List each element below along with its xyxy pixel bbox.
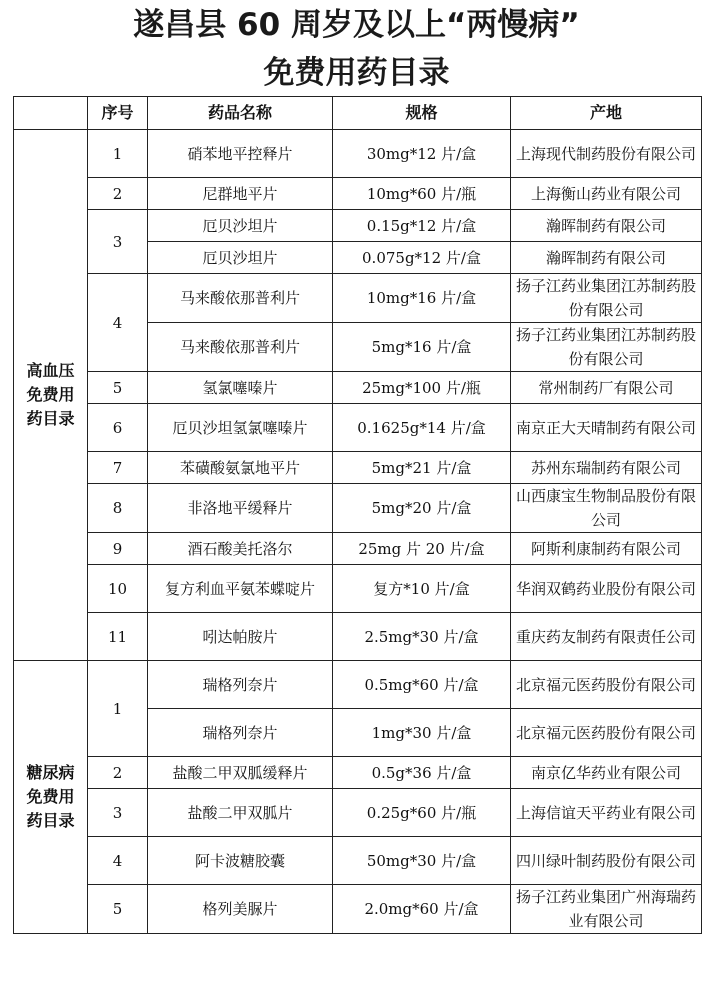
- table-row: [14, 210, 702, 242]
- table-row: [14, 613, 702, 661]
- specification-cell: 复方*10 片/盒: [333, 565, 511, 613]
- manufacturer-cell: 南京正大天晴制药有限公司: [511, 404, 702, 452]
- specification-cell: 0.5g*36 片/盒: [333, 757, 511, 789]
- drug-catalog-table: [13, 96, 702, 934]
- drug-name-cell: 瑞格列奈片: [148, 709, 333, 757]
- manufacturer-cell: 瀚晖制药有限公司: [511, 242, 702, 274]
- manufacturer-cell: 北京福元医药股份有限公司: [511, 661, 702, 709]
- manufacturer-cell: 重庆药友制药有限责任公司: [511, 613, 702, 661]
- specification-cell: 5mg*20 片/盒: [333, 484, 511, 533]
- specification-cell: 50mg*30 片/盒: [333, 837, 511, 885]
- category-column-header: [14, 97, 88, 130]
- serial-number-column-header: 序号: [88, 97, 148, 130]
- serial-number-cell: 4: [88, 837, 148, 885]
- manufacturer-cell: 扬子江药业集团江苏制药股份有限公司: [511, 274, 702, 323]
- manufacturer-cell: 华润双鹤药业股份有限公司: [511, 565, 702, 613]
- serial-number-cell: 4: [88, 274, 148, 372]
- table-row: [14, 837, 702, 885]
- manufacturer-cell: 山西康宝生物制品股份有限公司: [511, 484, 702, 533]
- serial-number-cell: 10: [88, 565, 148, 613]
- table-row: [14, 484, 702, 533]
- drug-name-cell: 苯磺酸氨氯地平片: [148, 452, 333, 484]
- table-row: [14, 565, 702, 613]
- table-row: [14, 789, 702, 837]
- drug-name-cell: 马来酸依那普利片: [148, 323, 333, 372]
- specification-cell: 0.5mg*60 片/盒: [333, 661, 511, 709]
- drug-name-cell: 格列美脲片: [148, 885, 333, 934]
- specification-cell: 0.25g*60 片/瓶: [333, 789, 511, 837]
- serial-number-cell: 2: [88, 178, 148, 210]
- manufacturer-cell: 上海现代制药股份有限公司: [511, 130, 702, 178]
- serial-number-cell: 9: [88, 533, 148, 565]
- drug-name-cell: 盐酸二甲双胍缓释片: [148, 757, 333, 789]
- specification-cell: 2.5mg*30 片/盒: [333, 613, 511, 661]
- drug-name-cell: 吲达帕胺片: [148, 613, 333, 661]
- specification-cell: 5mg*21 片/盒: [333, 452, 511, 484]
- serial-number-cell: 1: [88, 661, 148, 757]
- drug-name-cell: 瑞格列奈片: [148, 661, 333, 709]
- serial-number-cell: 6: [88, 404, 148, 452]
- drug-name-cell: 酒石酸美托洛尔: [148, 533, 333, 565]
- serial-number-cell: 7: [88, 452, 148, 484]
- specification-cell: 0.075g*12 片/盒: [333, 242, 511, 274]
- serial-number-cell: 3: [88, 210, 148, 274]
- specification-cell: 30mg*12 片/盒: [333, 130, 511, 178]
- category-name-cell: 高血压免费用药目录: [14, 130, 88, 661]
- drug-name-cell: 厄贝沙坦氢氯噻嗪片: [148, 404, 333, 452]
- table-row: [14, 274, 702, 323]
- table-row: [14, 372, 702, 404]
- drug-name-cell: 马来酸依那普利片: [148, 274, 333, 323]
- category-name-cell: 糖尿病免费用药目录: [14, 661, 88, 934]
- drug-name-cell: 阿卡波糖胶囊: [148, 837, 333, 885]
- specification-cell: 2.0mg*60 片/盒: [333, 885, 511, 934]
- drug-name-cell: 硝苯地平控释片: [148, 130, 333, 178]
- drug-name-cell: 非洛地平缓释片: [148, 484, 333, 533]
- table-row: [14, 533, 702, 565]
- drug-name-cell: 氢氯噻嗪片: [148, 372, 333, 404]
- table-row: [14, 452, 702, 484]
- table-row: [14, 757, 702, 789]
- specification-cell: 5mg*16 片/盒: [333, 323, 511, 372]
- drug-name-cell: 厄贝沙坦片: [148, 242, 333, 274]
- manufacturer-cell: 四川绿叶制药股份有限公司: [511, 837, 702, 885]
- drug-name-cell: 复方利血平氨苯蝶啶片: [148, 565, 333, 613]
- page-title-line-1: 遂昌县 60 周岁及以上“两慢病”: [133, 7, 580, 43]
- specification-cell: 1mg*30 片/盒: [333, 709, 511, 757]
- serial-number-cell: 8: [88, 484, 148, 533]
- manufacturer-cell: 上海信谊天平药业有限公司: [511, 789, 702, 837]
- drug-name-cell: 尼群地平片: [148, 178, 333, 210]
- specification-cell: 10mg*16 片/盒: [333, 274, 511, 323]
- table-row: [14, 661, 702, 709]
- serial-number-cell: 11: [88, 613, 148, 661]
- manufacturer-cell: 扬子江药业集团江苏制药股份有限公司: [511, 323, 702, 372]
- specification-cell: 0.15g*12 片/盒: [333, 210, 511, 242]
- serial-number-cell: 2: [88, 757, 148, 789]
- specification-column-header: 规格: [333, 97, 511, 130]
- serial-number-cell: 1: [88, 130, 148, 178]
- page-title-line-2: 免费用药目录: [263, 55, 450, 91]
- manufacturer-cell: 瀚晖制药有限公司: [511, 210, 702, 242]
- manufacturer-cell: 扬子江药业集团广州海瑞药业有限公司: [511, 885, 702, 934]
- manufacturer-cell: 北京福元医药股份有限公司: [511, 709, 702, 757]
- table-row: [14, 404, 702, 452]
- manufacturer-cell: 常州制药厂有限公司: [511, 372, 702, 404]
- drug-name-cell: 厄贝沙坦片: [148, 210, 333, 242]
- specification-cell: 0.1625g*14 片/盒: [333, 404, 511, 452]
- serial-number-cell: 3: [88, 789, 148, 837]
- manufacturer-cell: 苏州东瑞制药有限公司: [511, 452, 702, 484]
- table-row: [14, 130, 702, 178]
- manufacturer-cell: 阿斯利康制药有限公司: [511, 533, 702, 565]
- table-row: [14, 178, 702, 210]
- manufacturer-cell: 上海衡山药业有限公司: [511, 178, 702, 210]
- manufacturer-cell: 南京亿华药业有限公司: [511, 757, 702, 789]
- serial-number-cell: 5: [88, 885, 148, 934]
- specification-cell: 25mg 片 20 片/盒: [333, 533, 511, 565]
- drug-name-cell: 盐酸二甲双胍片: [148, 789, 333, 837]
- specification-cell: 10mg*60 片/瓶: [333, 178, 511, 210]
- table-body: [14, 130, 702, 934]
- specification-cell: 25mg*100 片/瓶: [333, 372, 511, 404]
- drug-name-column-header: 药品名称: [148, 97, 333, 130]
- table-row: [14, 885, 702, 934]
- manufacturer-column-header: 产地: [511, 97, 702, 130]
- serial-number-cell: 5: [88, 372, 148, 404]
- table-header-row: [14, 97, 702, 130]
